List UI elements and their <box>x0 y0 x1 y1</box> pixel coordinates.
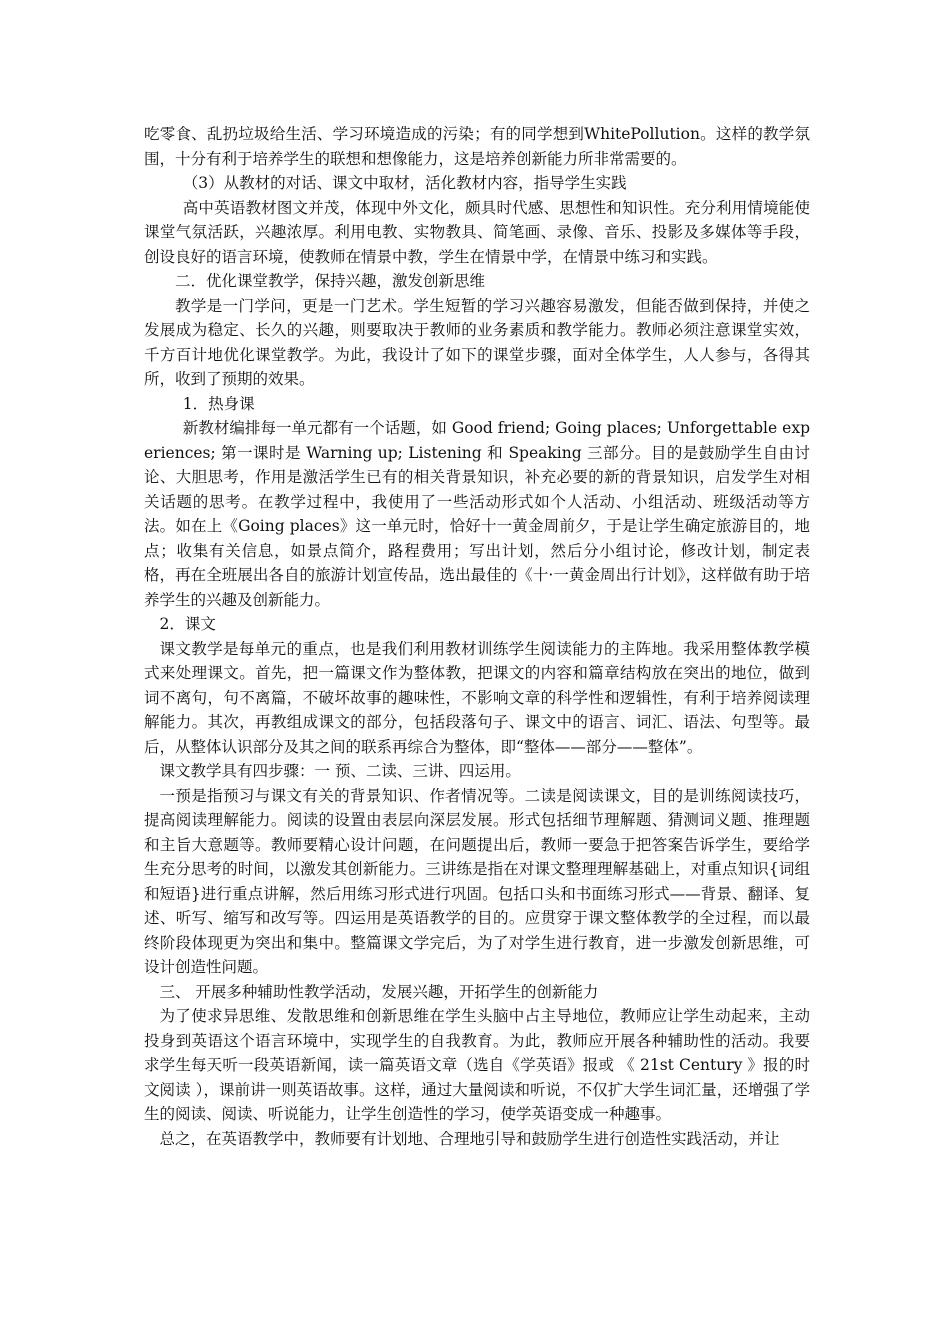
paragraph-text-teaching: 课文教学是每单元的重点，也是我们利用教材训练学生阅读能力的主阵地。我采用整体教学模式来处理课文。首先，把一篇课文作为整体教，把课文的内容和篇章结构放在突出的地位，做到词不离句，句不离篇，不破坏故事的趣味性，不影响文章的科学性和逻辑性，有利于培养阅读理解能力。其次，再教组成课文的部分，包括段落句子、课文中的语言、词汇、语法、句型等。最后，从整体认识部分及其之间的联系再综合为整体，即“整体——部分——整体”。 <box>144 639 810 756</box>
section-heading-3: 三、 开展多种辅助性教学活动，发展兴趣，开拓学生的创新能力 <box>159 982 599 1001</box>
paragraph-steps-detail: 一预是指预习与课文有关的背景知识、作者情况等。二读是阅读课文，目的是训练阅读技巧，提高阅读理解能力。阅读的设置由表层向深层发展。形式包括细节理解题、猜测词义题、推理题和主旨大意题等。教师要精心设计问题，在问题提出后，教师一要急于把答案告诉学生，要给学生充分思考的时间，以激发其创新能力。三讲练是指在对课文整理理解基础上，对重点知识{词组和短语}进行重点讲解，然后用练习形式进行巩固。包括口头和书面练习形式——背景、翻译、复述、听写、缩写和改写等。四运用是英语教学的目的。应贯穿于课文整体教学的全过程，而以最终阶段体现更为突出和集中。整篇课文学完后，为了对学生进行教育，进一步激发创新思维，可设计创造性问题。 <box>144 786 810 976</box>
subheading-warmup: 1．热身课 <box>182 394 255 413</box>
paragraph-continuation: 吃零食、乱扔垃圾给生活、学习环境造成的污染；有的同学想到WhitePollution。这样的教学氛围，十分有利于培养学生的联想和想像能力，这是培养创新能力所非常需要的。 <box>144 125 810 168</box>
paragraph-textbook: 高中英语教材图文并茂，体现中外文化，颇具时代感、思想性和知识性。充分利用情境能使课堂气氛活跃，兴趣浓厚。利用电教、实物教具、简笔画、录像、音乐、投影及多媒体等手段，创设良好的语言环境，使教师在情景中教，学生在情景中学，在情景中练习和实践。 <box>144 198 810 266</box>
section-heading-2: 二．优化课堂教学，保持兴趣，激发创新思维 <box>175 272 486 290</box>
paragraph-activities: 为了使求异思维、发散思维和创新思维在学生头脑中占主导地位，教师应让学生动起来，主动投身到英语这个语言环境中，实现学生的自我教育。为此，教师应开展各种辅助性的活动。我要求学生每天听一段英语新闻，读一篇英语文章（选自《学英语》报或 《 21st Century 》报的时文阅读 ），课前讲一则英语故事。这样，通过大量阅读和听说，不仅扩大学生词汇量，还增强了学生的阅读、阅读、听说能力，让学生创造性的学习，使学英语变成一种趣事。 <box>144 1007 810 1123</box>
paragraph-warmup: 新教材编排每一单元都有一个话题，如 Good friend; Going places; Unforgettable experiences; 第一课时是 Warning up; Listening 和 Speaking 三部分。目的是鼓励学生自由讨论、大胆思考，作用是激活学生已有的相关背景知识，补充必要的新的背景知识，启发学生对相关话题的思考。在教学过程中，我使用了一些活动形式如个人活动、小组活动、班级活动等方法。如在上《Going places》这一单元时，恰好十一黄金周前夕，于是让学生确定旅游目的，地点；收集有关信息，如景点简介，路程费用；写出计划，然后分小组讨论，修改计划，制定表格，再在全班展出各自的旅游计划宣传品，选出最佳的《十·一黄金周出行计划》，这样做有助于培养学生的兴趣及创新能力。 <box>144 419 810 609</box>
paragraph-teaching: 教学是一门学问，更是一门艺术。学生短暂的学习兴趣容易激发，但能否做到保持，并使之发展成为稳定、长久的兴趣，则要取决于教师的业务素质和教学能力。教师必须注意课堂实效，千方百计地优化课堂教学。为此，我设计了如下的课堂步骤，面对全体学生，人人参与，各得其所，收到了预期的效果。 <box>144 296 810 388</box>
document-page <box>144 122 810 1151</box>
subheading-text: 2．课文 <box>159 615 216 633</box>
subheading-3: （3）从教材的对话、课文中取材，活化教材内容，指导学生实践 <box>182 174 627 192</box>
paragraph-conclusion: 总之，在英语教学中，教师要有计划地、合理地引导和鼓励学生进行创造性实践活动，并让 <box>159 1129 780 1148</box>
paragraph-four-steps: 课文教学具有四步骤：一 预、二读、三讲、四运用。 <box>159 762 521 780</box>
